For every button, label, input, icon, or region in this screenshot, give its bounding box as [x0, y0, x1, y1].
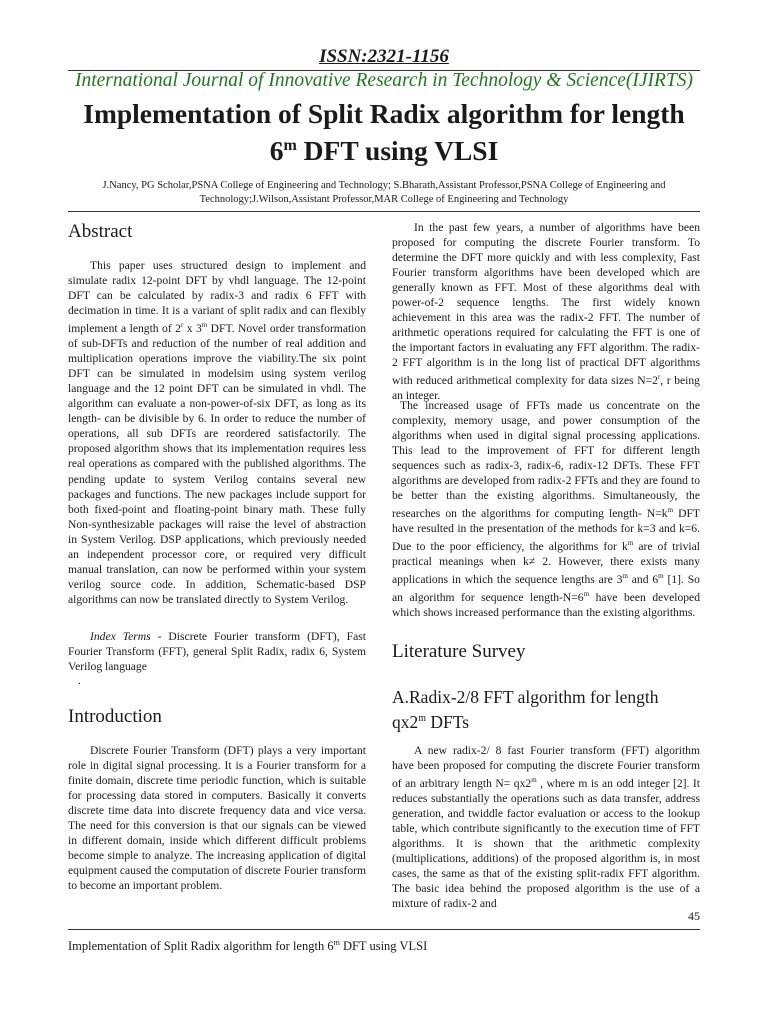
- footer-text-a: Implementation of Split Radix algorithm for length 6: [68, 939, 334, 954]
- r2-sup-4: m: [658, 572, 664, 581]
- journal-name: International Journal of Innovative Research in Technology & Science(IJIRTS): [74, 70, 694, 91]
- subsection-a-sup: m: [418, 713, 427, 724]
- subsection-a-line2: qx2: [392, 711, 419, 732]
- abstract-heading: Abstract: [68, 221, 133, 242]
- abstract-sup-r: r: [180, 321, 184, 330]
- right-paragraph-3: [392, 743, 700, 911]
- r1-text-a: In the past few years, a number of algorithms have been proposed for computing the discrete Fourier transform. To determine the DFT more quickly and with less complexity, Fast Fourier transform algorithms have been developed which are generally known as FFT. Most of these algorithms deal with power-of-2 sequence lengths. The first widely known achievement in this area was the radix-2 FFT. The number of arithmetic operations required for calculating the FFT is one of the important factors in evaluating any FFT algorithm. The radix-2 FFT algorithm is in the long list of practical DFT algorithms with reduced arithmetical complexity for data sizes N=2: [392, 221, 700, 388]
- author-list: [66, 179, 702, 207]
- r2-sup-5: m: [583, 590, 590, 599]
- r3-sup: m: [531, 776, 537, 785]
- r2-text-d: and 6: [627, 573, 659, 587]
- abstract-paragraph: [68, 258, 366, 607]
- subsection-heading-a: [392, 686, 700, 733]
- right-paragraph-2: [392, 398, 700, 620]
- abstract-text-b: x 3: [183, 322, 202, 336]
- r2-text-b: DFT have resulted in the presentation of the methods for k=3 and k=6. Due to the poor efficiency, the algorithms for k: [392, 507, 700, 554]
- page-number: 45: [688, 909, 700, 923]
- r2-text-e: [1]. So an algorithm for sequence length-N=6: [392, 573, 700, 604]
- paper-title: [40, 98, 728, 167]
- introduction-paragraph: Discrete Fourier Transform (DFT) plays a very important role in digital signal processing. It is a Fourier transform for a finite domain, discrete time periodic function, which is suitable for processing data stored in computers. Basically it converts discrete time data into discrete frequency data and vice versa. The need for this conversion is that our signals can be viewed in different domain, inside which different difficult problems become simple to analyze. The increasing application of digital equipment caused the computation of discrete Fourier transform to become an important problem.: [68, 744, 366, 893]
- r3-text-b: , where m is an odd integer [2]. It reduces substantially the operations such as data transfer, address generation, and twiddle factor evaluation or access to the lookup table, which contribute significantly to the execution time of FFT algorithms. It is shown that the arithmetic complexity (multiplications, additions) of the proposed algorithm is, in most cases, the same as that of the existing split-radix FFT algorithm. The basic idea behind the proposed algorithm is the use of a mixture of radix-2 and: [392, 776, 700, 911]
- r2-sup-2: m: [627, 539, 634, 548]
- title-exp: m: [283, 137, 297, 154]
- title-line1: Implementation of Split Radix algorithm for length: [83, 98, 685, 129]
- introduction-heading: Introduction: [68, 706, 162, 727]
- stray-dot: .: [78, 675, 81, 687]
- authors-rule: [68, 211, 700, 212]
- title-rest: DFT using VLSI: [296, 135, 499, 167]
- authors-line2: Technology;J.Wilson,Assistant Professor,MAR College of Engineering and Technology: [199, 194, 569, 205]
- issn-label: ISSN:2321-1156: [319, 46, 449, 67]
- footer-text-b: DFT using VLSI: [339, 939, 428, 954]
- r1-text-b: , r being an integer.: [392, 374, 700, 403]
- r3-text-a: A new radix-2/ 8 fast Fourier transform (FFT) algorithm have been proposed for computing the discrete Fourier transform of an arbitrary length N= qx2: [392, 744, 700, 790]
- authors-line1: J.Nancy, PG Scholar,PSNA College of Engineering and Technology; S.Bharath,Assistant Professor,PSNA College of Engineering and: [102, 180, 666, 191]
- page-footer: [68, 938, 427, 954]
- abstract-text-c: DFT. Novel order transformation of sub-DFTs and reduction of the number of real addition and multiplication operations improve the viability.The six point DFT can be simulated in modelsim using system verilog language and the 12 point DFT can be simulated in vhdl. The algorithm can evaluate a non-power-of-six DFT, as long as its length- can be divisible by 6. In order to reduce the number of operations, all sub DFTs are reordered satisfactorily. The proposed algorithm shows that its implementation requires less real operations as compared with the published algorithms. The pending update to system Verilog contains several new packages and functions. The new packages include support for both fixed-point and floating-point binary math. These fully Non-synthesizable packages will raise the level of abstraction in System Verilog. DSP applications, which previously needed an independent processor core, or required very difficult manual translation, can now be performed within your system verilog source code. In addition, Schematic-based DSP algorithms can now be translated directly to System Verilog.: [68, 322, 366, 606]
- subsection-a-line1: A.Radix-2/8 FFT algorithm for length: [392, 687, 659, 707]
- abstract-text-a: This paper uses structured design to implement and simulate radix 12-point DFT by vhdl language. The 12-point DFT can be calculated by radix-3 and radix 6 FFT with decimation in time. It is a variant of split radix and can flexibly implement a length of 2: [68, 259, 366, 336]
- literature-survey-heading: Literature Survey: [392, 641, 526, 662]
- index-terms-label: Index Terms: [90, 630, 151, 643]
- abstract-sup-m: m: [201, 321, 208, 330]
- r2-sup-1: m: [667, 506, 674, 515]
- footer-sup: m: [333, 938, 340, 947]
- r2-text-f: have been developed which shows increased performance than the existing algorithms.: [392, 591, 700, 620]
- index-terms-text: - Discrete Fourier transform (DFT), Fast Fourier Transform (FFT), general Split Radix, radix 6, System Verilog language: [68, 630, 366, 674]
- right-paragraph-1: [392, 220, 700, 403]
- subsection-a-line2b: DFTs: [426, 711, 470, 732]
- r2-sup-3: m: [622, 572, 628, 581]
- r1-sup: r: [657, 373, 661, 382]
- index-terms: [68, 629, 366, 674]
- footer-rule: [68, 929, 700, 930]
- title-base: 6: [269, 135, 284, 167]
- r2-text-a: The increased usage of FFTs made us concentrate on the complexity, memory usage, and power consumption of the algorithms when used in digital signal processing applications. This lead to the improvement of FFT for different length sequences such as radix-3, radix-6, radix-12 DFTs. These FFT algorithms are developed from radix-2 FFTs and they are found to be better than the existing algorithms. Simultaneously, the researches on the algorithms for computing length- N=k: [392, 399, 700, 521]
- r2-text-c: are of trivial practical meanings when k≠ 2. However, there exists many applications in which the sequence lengths are 3: [392, 540, 700, 587]
